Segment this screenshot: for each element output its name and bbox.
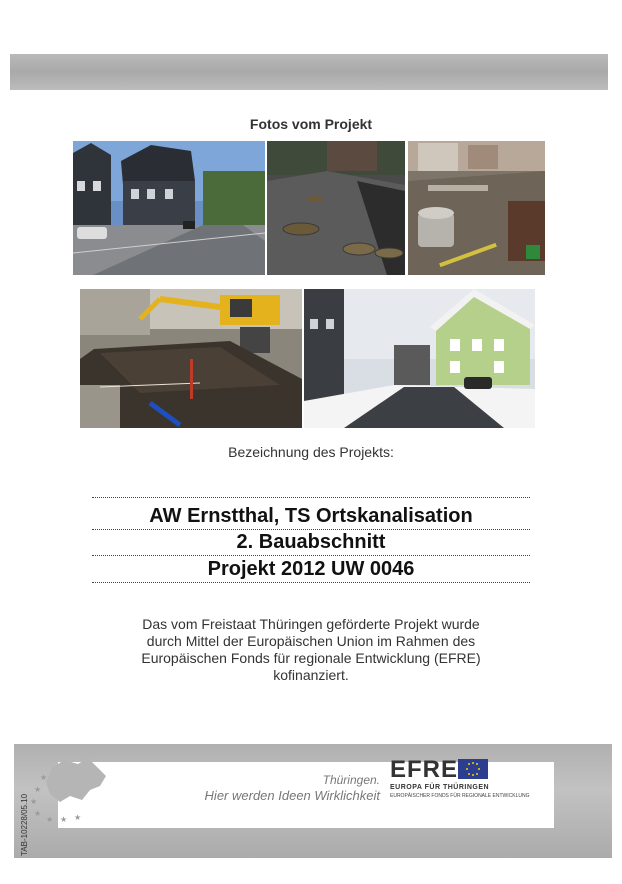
- project-title-line-1: AW Ernstthal, TS Ortskanalisation: [92, 504, 530, 530]
- eu-star-icon: ★: [34, 809, 42, 818]
- photo-pipe-shaft: [408, 141, 545, 275]
- description-line: durch Mittel der Europäischen Union im Rahmen des: [146, 633, 476, 649]
- efre-word: EFRE: [390, 756, 459, 783]
- project-title-line-3: Projekt 2012 UW 0046: [92, 557, 530, 583]
- efre-fund-name: EUROPÄISCHER FONDS FÜR REGIONALE ENTWICKLUNG: [390, 793, 530, 799]
- tab-code: TAB-10228/05.10: [20, 793, 29, 857]
- description-line: Das vom Freistaat Thüringen geförderte Projekt wurde: [142, 616, 480, 632]
- eu-star-icon: ★: [40, 773, 48, 782]
- funding-description: [100, 616, 522, 684]
- photo-snowy-street: [304, 289, 535, 428]
- photo-road-manholes: [267, 141, 405, 275]
- top-dotted-rule: [92, 497, 530, 498]
- footer-banner: [14, 744, 612, 858]
- efre-subtitle: EUROPA FÜR THÜRINGEN: [390, 784, 490, 791]
- description-line: kofinanziert.: [273, 667, 349, 683]
- top-gray-bar: [10, 54, 608, 90]
- description-line: Europäischen Fonds für regionale Entwicklung (EFRE): [141, 650, 481, 666]
- thuringia-map-icon: [26, 750, 112, 822]
- eu-star-icon: ★: [46, 815, 54, 822]
- slogan: [134, 772, 380, 804]
- eu-star-icon: ★: [34, 785, 42, 794]
- photos-title: Fotos vom Projekt: [249, 116, 373, 132]
- project-title-line-2: 2. Bauabschnitt: [92, 530, 530, 556]
- photo-street-houses: [73, 141, 265, 275]
- eu-star-icon: ★: [74, 813, 82, 822]
- efre-logo: [390, 756, 530, 802]
- slogan-line-2: Hier werden Ideen Wirklichkeit: [204, 788, 380, 803]
- slogan-line-1: Thüringen.: [322, 773, 380, 787]
- eu-flag-icon: [458, 759, 488, 779]
- eu-star-icon: ★: [30, 797, 38, 806]
- project-label: Bezeichnung des Projekts:: [228, 444, 394, 460]
- eu-star-icon: ★: [60, 815, 68, 822]
- photo-excavator-trench: [80, 289, 302, 428]
